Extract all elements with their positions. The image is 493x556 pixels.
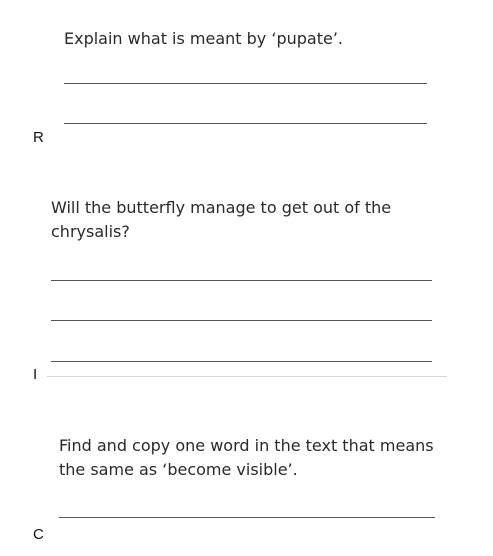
answer-line[interactable]	[51, 280, 432, 281]
answer-line[interactable]	[64, 83, 427, 84]
answer-line[interactable]	[64, 123, 427, 124]
margin-label-r: R	[33, 129, 44, 146]
question-3-text: Find and copy one word in the text that means the same as ‘become visible’.	[59, 436, 434, 479]
margin-label-c: C	[33, 526, 44, 543]
answer-line[interactable]	[59, 517, 435, 518]
answer-line[interactable]	[51, 320, 432, 321]
question-1-text: Explain what is meant by ‘pupate’.	[64, 29, 343, 48]
margin-label-i: I	[33, 366, 38, 383]
answer-line[interactable]	[51, 361, 432, 362]
question-2-text: Will the butterfly manage to get out of the chrysalis?	[51, 198, 392, 241]
section-divider	[47, 376, 447, 377]
